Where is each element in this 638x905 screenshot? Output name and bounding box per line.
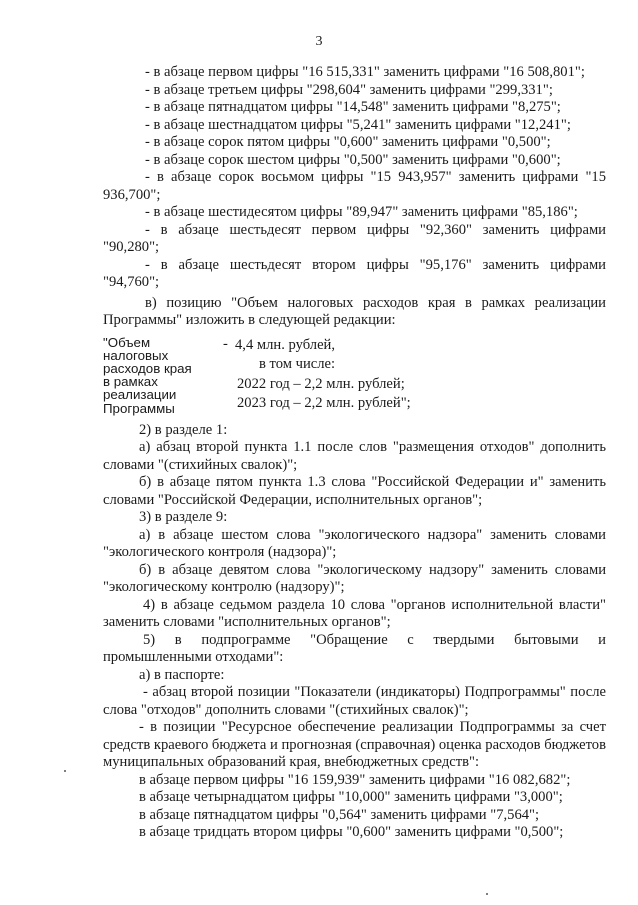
text-line: - в абзаце шестидесятом цифры "89,947" заменить цифрами "85,186"; xyxy=(145,204,578,220)
text-line: - в абзаце сорок пятом цифры "0,600" заменить цифрами "0,500"; xyxy=(145,134,551,150)
text-line: - в абзаце сорок шестом цифры "0,500" заменить цифрами "0,600"; xyxy=(145,151,561,168)
block-value: 4,4 млн. рублей, xyxy=(235,336,336,353)
block-dash: - xyxy=(223,335,228,352)
text-line: в абзаце пятнадцатом цифры "0,564" заменить цифрами "7,564"; xyxy=(139,806,540,823)
text-line: б) в абзаце пятом пункта 1.3 слова "Российской Федерации и" заменить словами "Российской Федерации, исполнительных органов"; xyxy=(103,474,606,508)
block-value: 2023 год – 2,2 млн. рублей"; xyxy=(237,395,411,412)
page-number: 3 xyxy=(315,34,323,49)
block-value: в том числе: xyxy=(259,356,336,373)
text-line: в абзаце тридцать втором цифры "0,600" заменить цифрами "0,500"; xyxy=(139,824,564,840)
text-line: - в абзаце первом цифры "16 515,331" заменить цифрами "16 508,801"; xyxy=(145,64,585,80)
text-line: - в абзаце третьем цифры "298,604" заменить цифрами "299,331"; xyxy=(145,81,553,98)
text-line: 5) в подпрограмме "Обращение с твердыми бытовыми и промышленными отходами": xyxy=(103,631,606,665)
text-line: 2) в разделе 1: xyxy=(139,421,228,438)
text-line: - в абзаце сорок восьмом цифры "15 943,957" заменить цифрами "15 936,700"; xyxy=(103,169,606,203)
text-line: в абзаце первом цифры "16 159,939" заменить цифрами "16 082,682"; xyxy=(139,771,571,788)
text-line: 4) в абзаце седьмом раздела 10 слова "органов исполнительной власти" заменить словами "исполнительных органов"; xyxy=(103,596,606,630)
scan-speck xyxy=(64,770,66,772)
block-label: "Объем налоговых расходов края в рамках реализации Программы xyxy=(103,334,192,416)
text-line: а) абзац второй пункта 1.1 после слов "размещения отходов" дополнить словами "(стихийных свалок)"; xyxy=(103,439,606,473)
block-values xyxy=(225,336,455,414)
scan-speck xyxy=(486,893,488,895)
text-line: - абзац второй позиции "Показатели (индикаторы) Подпрограммы" после слова "отходов" дополнить словами "(стихийных свалок)"; xyxy=(103,684,606,718)
text-line: - в абзаце пятнадцатом цифры "14,548" заменить цифрами "8,275"; xyxy=(145,99,561,115)
text-line: в абзаце четырнадцатом цифры "10,000" заменить цифрами "3,000"; xyxy=(139,789,563,805)
text-line: - в абзаце шестьдесят первом цифры "92,360" заменить цифрами "90,280"; xyxy=(103,221,606,255)
text-line: в) позицию "Объем налоговых расходов края в рамках реализации Программы" изложить в следующей редакции: xyxy=(103,294,606,328)
text-line: - в абзаце шестьдесят втором цифры "95,176" заменить цифрами "94,760"; xyxy=(103,256,606,290)
text-line: а) в абзаце шестом слова "экологического надзора" заменить словами "экологического контроля (надзора)"; xyxy=(103,526,606,560)
text-line: - в позиции "Ресурсное обеспечение реализации Подпрограммы за счет средств краевого бюджета и прогнозная (справочная) оценка расходов бюджетов муниципальных образований края, внебюджетных средств": xyxy=(103,719,606,770)
document-body xyxy=(103,64,606,842)
text-line: - в абзаце шестнадцатом цифры "5,241" заменить цифрами "12,241"; xyxy=(145,116,571,133)
block-value: 2022 год – 2,2 млн. рублей; xyxy=(237,375,405,392)
text-line: а) в паспорте: xyxy=(139,666,225,683)
replacement-block xyxy=(103,332,606,416)
text-line: б) в абзаце девятом слова "экологическому надзору" заменить словами "экологическому контролю (надзору)"; xyxy=(103,561,606,595)
text-line: 3) в разделе 9: xyxy=(139,509,228,525)
